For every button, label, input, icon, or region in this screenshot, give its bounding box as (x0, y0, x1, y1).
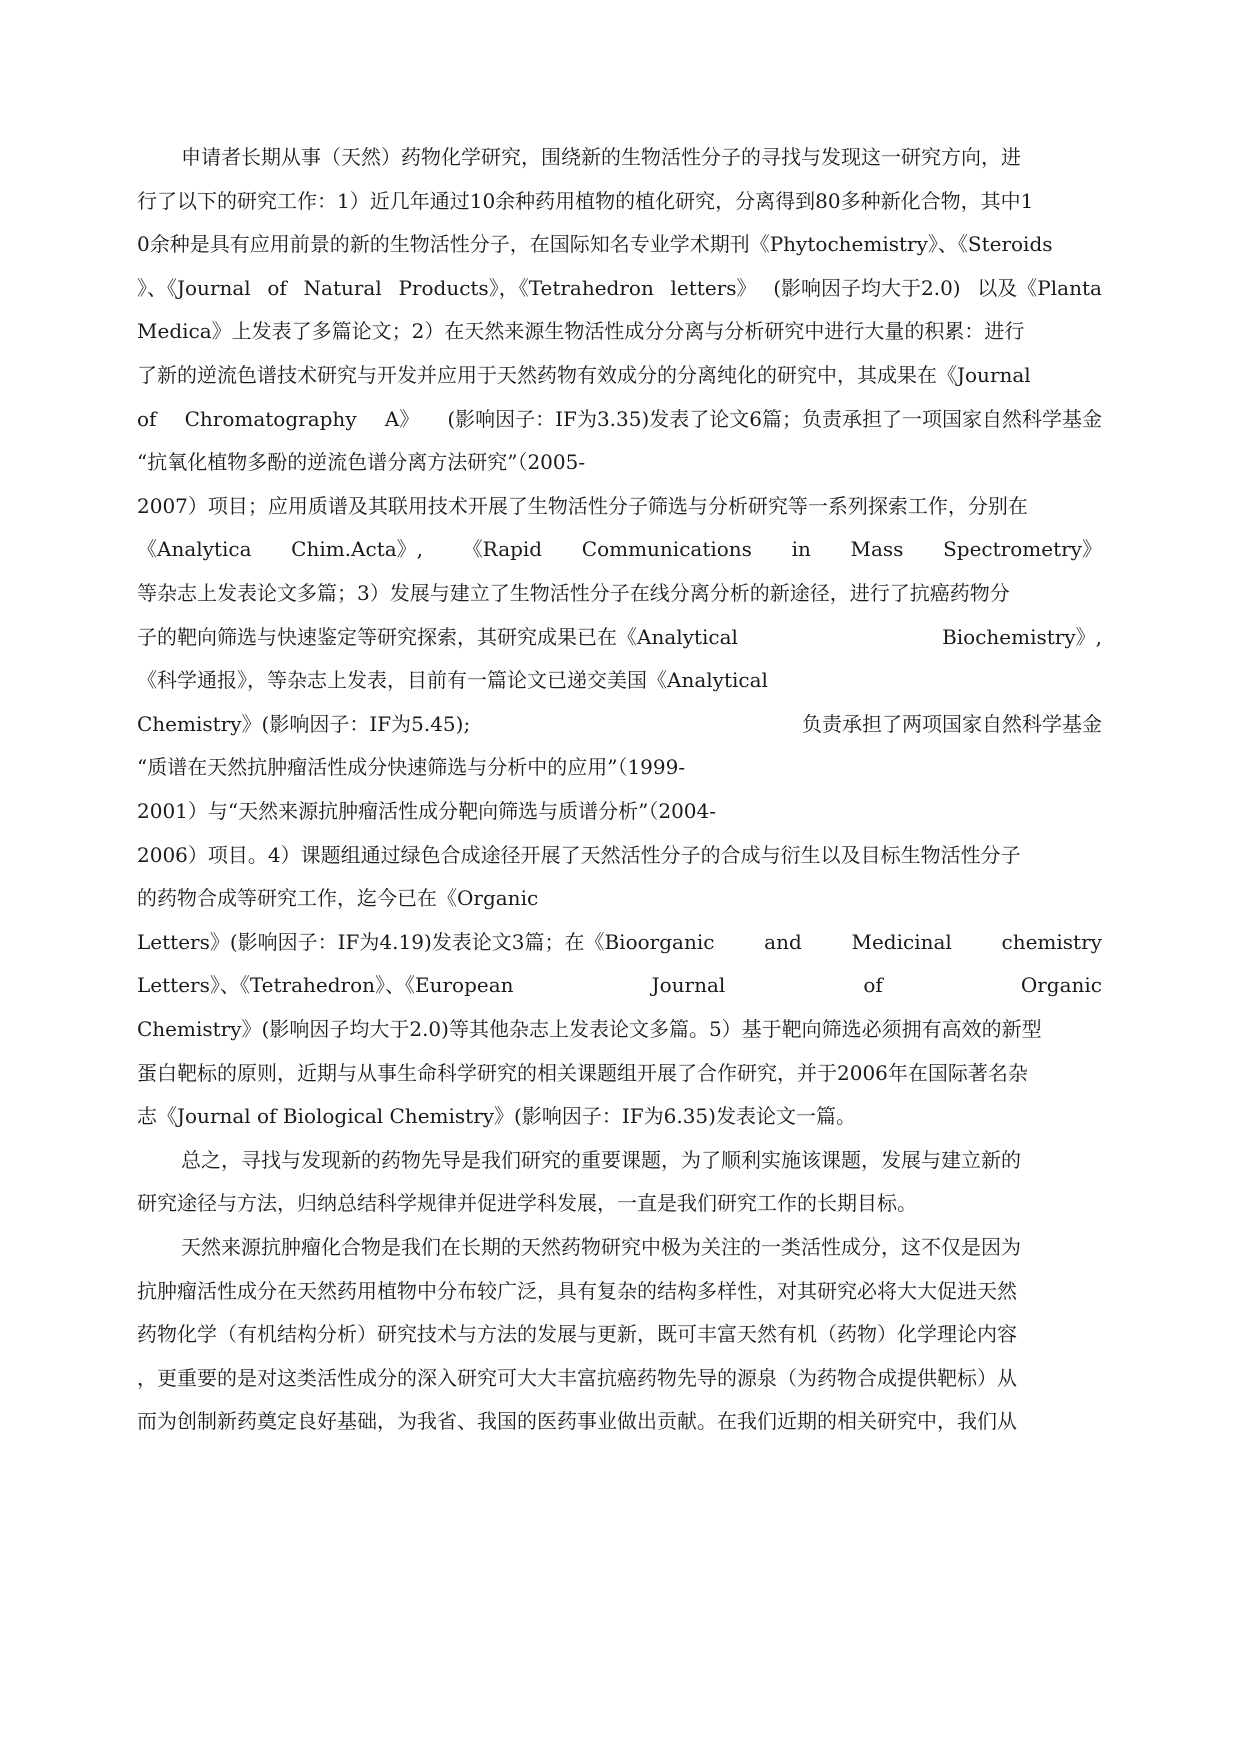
text-word: 《Analytica (137, 537, 252, 562)
text-word: (影响因子：IF为3.35)发表了论文6篇；负责承担了一项国家自然科学基金 (447, 406, 1102, 431)
text-word: Organic (1020, 973, 1102, 998)
text-word: Chim.Acta》, (291, 537, 424, 562)
text-word: Biochemistry》, (942, 624, 1102, 649)
text-word: Chemistry》(影响因子：IF为5.45); (137, 711, 471, 736)
text-word: Journal (651, 973, 726, 998)
text-line: ，更重要的是对这类活性成分的深入研究可大大丰富抗癌药物先导的源泉（为药物合成提供靶标）从 (137, 1365, 1017, 1390)
text-line: 的药物合成等研究工作，迄今已在《Organic (137, 886, 539, 911)
text-line: 等杂志上发表论文多篇；3）发展与建立了生物活性分子在线分离分析的新途径，进行了抗癌药物分 (137, 581, 1010, 605)
text-word: of (137, 406, 157, 431)
text-line: “抗氧化植物多酚的逆流色谱分离方法研究”（2005- (137, 450, 586, 475)
text-word: 》、《Journal (137, 275, 251, 300)
text-line: 蛋白靶标的原则，近期与从事生命科学研究的相关课题组开展了合作研究，并于2006年在国际著名杂 (137, 1060, 1028, 1085)
text-line: 《科学通报》，等杂志上发表，目前有一篇论文已递交美国《Analytical (137, 668, 768, 693)
text-line: 2007）项目；应用质谱及其联用技术开展了生物活性分子筛选与分析研究等一系列探索工作，分别在 (137, 493, 1028, 518)
text-word: 以及《Planta (977, 275, 1102, 300)
text-line: 而为创制新药奠定良好基础，为我省、我国的医药事业做出贡献。在我们近期的相关研究中，我们从 (137, 1409, 1017, 1434)
text-word: in (791, 537, 811, 562)
text-line: 志《Journal of Biological Chemistry》(影响因子：IF为6.35)发表论文一篇。 (137, 1104, 856, 1129)
text-line: 总之，寻找与发现新的药物先导是我们研究的重要课题，为了顺利实施该课题，发展与建立新的 (181, 1147, 1021, 1172)
text-word: Mass (850, 537, 904, 562)
text-line: 行了以下的研究工作：1）近几年通过10余种药用植物的植化研究，分离得到80多种新化合物，其中1 (137, 188, 1034, 213)
text-word: (影响因子均大于2.0) (773, 275, 961, 300)
text-line: 2001）与“天然来源抗肿瘤活性成分靶向筛选与质谱分析”（2004- (137, 799, 717, 823)
text-word: Communications (581, 537, 752, 562)
text-word: Letters》、《Tetrahedron》、《European (137, 973, 514, 998)
text-word: Letters》(影响因子：IF为4.19)发表论文3篇；在《Bioorganic (137, 929, 715, 954)
text-line: 0余种是具有应用前景的新的生物活性分子，在国际知名专业学术期刊《Phytochemistry》、《Steroids (137, 232, 1053, 257)
text-line (137, 401, 1102, 437)
text-line: 2006）项目。4）课题组通过绿色合成途径开展了天然活性分子的合成与衍生以及目标生物活性分子 (137, 842, 1021, 867)
text-line: 研究途径与方法，归纳总结科学规律并促进学科发展，一直是我们研究工作的长期目标。 (137, 1191, 917, 1216)
text-line (137, 924, 1102, 960)
text-line: 申请者长期从事（天然）药物化学研究，围绕新的生物活性分子的寻找与发现这一研究方向，进 (181, 145, 1021, 169)
text-line: 药物化学（有机结构分析）研究技术与方法的发展与更新，既可丰富天然有机（药物）化学理论内容 (137, 1322, 1017, 1347)
text-word: chemistry (1001, 929, 1102, 954)
text-word: Products》，《Tetrahedron (398, 275, 654, 300)
text-word: letters》 (670, 275, 757, 300)
text-line: Chemistry》(影响因子均大于2.0)等其他杂志上发表论文多篇。5）基于靶向筛选必须拥有高效的新型 (137, 1017, 1042, 1041)
text-word: Chromatography (184, 406, 357, 431)
text-line: 了新的逆流色谱技术研究与开发并应用于天然药物有效成分的分离纯化的研究中，其成果在《Journal (137, 363, 1031, 387)
text-word: of (863, 973, 883, 998)
text-line (137, 706, 1102, 742)
text-word: 负责承担了两项国家自然科学基金 (802, 711, 1102, 736)
text-line: 抗肿瘤活性成分在天然药用植物中分布较广泛，具有复杂的结构多样性，对其研究必将大大促进天然 (137, 1278, 1017, 1303)
text-word: 子的靶向筛选与快速鉴定等研究探索，其研究成果已在《Analytical (137, 624, 738, 649)
text-line: 天然来源抗肿瘤化合物是我们在长期的天然药物研究中极为关注的一类活性成分，这不仅是因为 (181, 1235, 1021, 1259)
text-word: A》 (384, 406, 420, 431)
text-word: Medicinal (851, 929, 952, 954)
text-word: of (267, 275, 287, 300)
text-line (137, 531, 1102, 567)
text-word: Natural (303, 275, 382, 300)
text-word: and (764, 929, 802, 954)
text-line: “质谱在天然抗肿瘤活性成分快速筛选与分析中的应用”（1999- (137, 755, 686, 780)
text-word: Spectrometry》 (943, 537, 1102, 562)
text-word: 《Rapid (462, 537, 543, 562)
text-line (137, 619, 1102, 655)
text-line (137, 270, 1102, 306)
text-line (137, 967, 1102, 1003)
text-line: Medica》上发表了多篇论文；2）在天然来源生物活性成分分离与分析研究中进行大量的积累：进行 (137, 319, 1025, 344)
